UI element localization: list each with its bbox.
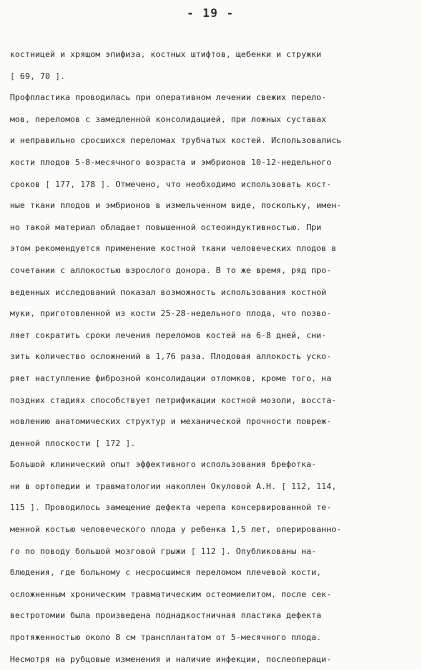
- text-line: кости плодов 5-8-месячного возраста и эмбрионов 10-12-недельного: [10, 156, 332, 167]
- text-line: Большой клинический опыт эффективного использования брефотка-: [10, 459, 317, 470]
- text-line: го по поводу большой мозговой грыжи [ 112 ]. Опубликованы на-: [10, 545, 317, 556]
- text-line: 115 ]. Проводилось замещение дефекта черепа консервированной те-: [10, 502, 332, 513]
- text-line: менной костью человеческого плода у ребенка 1,5 лет, оперированно-: [10, 524, 342, 535]
- text-line: зить количество осложнений в 1,76 раза. Плодовая аллокость уско-: [10, 351, 332, 362]
- text-line: но такой материал обладает повышенной остеоиндуктивностью. При: [10, 221, 322, 232]
- text-line: ляет сократить сроки лечения переломов костей на 6-8 дней, сни-: [10, 329, 327, 340]
- text-line: [ 69, 70 ].: [10, 70, 66, 81]
- text-line: этом рекомендуется применение костной ткани человеческих плодов в: [10, 243, 337, 254]
- text-line: ные ткани плодов и эмбрионов в измельченном виде, поскольку, имен-: [10, 200, 342, 211]
- text-line: поздних стадиях способствует петрификации костной мозоли, восста-: [10, 394, 337, 405]
- text-line: ни в ортопедии и травматологии накоплен Окуловой А.Н. [ 112, 114,: [10, 480, 337, 491]
- text-line: ряет наступление фиброзной консолидации отломков, кроме того, на: [10, 372, 332, 383]
- text-line: протяженностью около 8 см трансплантатом от 5-месячного плода.: [10, 632, 322, 643]
- text-line: муки, приготовленной из кости 25-28-недельного плода, что позво-: [10, 308, 332, 319]
- text-line: сочетании с аллокостью взрослого донора. В то же время, ряд про-: [10, 264, 332, 275]
- text-line: Несмотря на рубцовые изменения и наличие инфекции, послеопераци-: [10, 653, 332, 664]
- page-number: - 19 -: [186, 6, 235, 20]
- text-line: костницей и хрящом эпифиза, костных штифтов, щебенки и стружки: [10, 49, 322, 59]
- text-line: вестротомии была произведена поднадкостничная пластика дефекта: [10, 610, 322, 621]
- text-line: и неправильно сросшихся переломах трубчатых костей. Использовались: [10, 135, 342, 146]
- text-line: мов, переломов с замедленной консолидацией, при ложных суставах: [10, 113, 327, 124]
- text-line: Профпластика проводилась при оперативном лечении свежих перело-: [10, 92, 327, 103]
- text-line: блюдения, где больному с несросшимся переломом плечевой кости,: [10, 567, 322, 578]
- text-line: веденных исследований показал возможность использования костной: [10, 286, 327, 297]
- body-text: [10, 44, 415, 670]
- text-line: денной плоскости [ 172 ].: [10, 437, 136, 448]
- text-line: сроков [ 177, 178 ]. Отмечено, что необходимо использовать кост-: [10, 178, 332, 189]
- text-line: новлению анатомических структур и механической прочности повреж-: [10, 416, 332, 427]
- text-line: осложненным хроническим травматическим остеомиелитом, после сек-: [10, 588, 332, 599]
